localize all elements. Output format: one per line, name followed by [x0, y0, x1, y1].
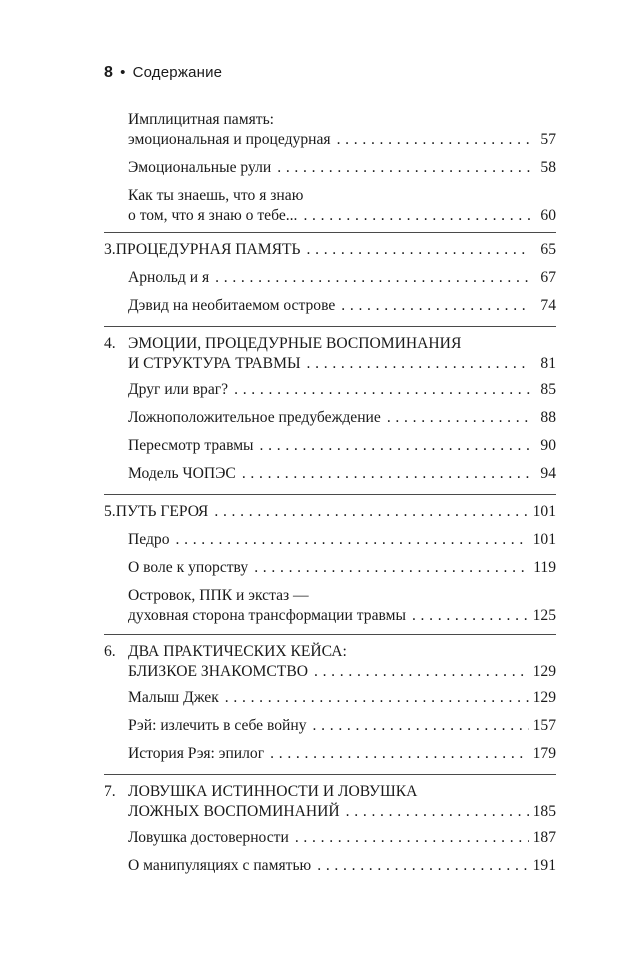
dot-leader: [346, 802, 529, 822]
toc-entry-ray-war: [128, 716, 556, 736]
toc-entry-model: [128, 464, 556, 484]
chapter-title-line1: ДВА ПРАКТИЧЕСКИХ КЕЙСА:: [128, 643, 347, 660]
toc-entry-page: 65: [540, 241, 556, 258]
toc-entry-page: 88: [540, 409, 556, 426]
toc-entry-reliability-trap: [128, 828, 556, 848]
toc-entry-david-island: [128, 296, 556, 316]
dot-leader: [215, 268, 530, 288]
toc-entry-islet-ecstasy: [128, 586, 556, 626]
toc-entry-page: 60: [540, 207, 556, 224]
toc-entry-title: Педро: [128, 531, 170, 548]
toc-entry-page: 94: [540, 465, 556, 482]
toc-chapter-5: [104, 502, 556, 522]
toc-entry-page: 125: [532, 607, 556, 624]
chapter-divider: [104, 326, 556, 327]
separator-dot: •: [120, 64, 126, 81]
toc-chapter-4: [104, 334, 556, 374]
page-number: 8: [104, 64, 114, 81]
toc-entry-title-line2: эмоциональная и процедурная: [128, 131, 331, 148]
toc-entry-page: 129: [532, 663, 556, 680]
dot-leader: [214, 502, 528, 522]
chapter-title-line1: ЭМОЦИИ, ПРОЦЕДУРНЫЕ ВОСПОМИНАНИЯ: [128, 335, 462, 352]
toc-entry-page: 119: [533, 559, 556, 576]
dot-leader: [176, 530, 529, 550]
toc-entry-title: Малыш Джек: [128, 689, 219, 706]
dot-leader: [314, 662, 529, 682]
toc-entry-ray-epilogue: [128, 744, 556, 764]
dot-leader: [412, 606, 529, 626]
toc-entry-title: Ложноположительное предубеждение: [128, 409, 381, 426]
running-head-title: Содержание: [132, 64, 223, 81]
toc-entry-title: Эмоциональные рули: [128, 159, 272, 176]
toc-chapter-3: [104, 240, 556, 260]
toc-entry-title: Модель ЧОПЭС: [128, 465, 236, 482]
dot-leader: [277, 158, 530, 178]
chapter-title-line2: ЛОЖНЫХ ВОСПОМИНАНИЙ: [128, 803, 340, 820]
dot-leader: [317, 856, 528, 876]
toc-entry-how-you-know: [128, 186, 556, 226]
dot-leader: [313, 716, 529, 736]
toc-entry-pedro: [128, 530, 556, 550]
toc-entry-title: Друг или враг?: [128, 381, 229, 398]
toc-entry-page: 157: [532, 717, 556, 734]
dot-leader: [303, 206, 530, 226]
toc-entry-emotional-steering: [128, 158, 556, 178]
dot-leader: [234, 380, 530, 400]
chapter-number: 3.: [104, 241, 116, 258]
chapter-title-line2: И СТРУКТУРА ТРАВМЫ: [128, 355, 301, 372]
toc-entry-title: История Рэя: эпилог: [128, 745, 265, 762]
toc-entry-trauma-review: [128, 436, 556, 456]
toc-entry-little-jack: [128, 688, 556, 708]
toc-entry-title-line2: духовная сторона трансформации травмы: [128, 607, 406, 624]
chapter-title-line2: БЛИЗКОЕ ЗНАКОМСТВО: [128, 663, 308, 680]
toc-entry-page: 191: [532, 857, 556, 874]
chapter-divider: [104, 232, 556, 233]
toc-entry-title-line1: Имплицитная память:: [128, 111, 275, 128]
dot-leader: [307, 354, 530, 374]
toc-entry-title: Арнольд и я: [128, 269, 210, 286]
toc-entry-title-line1: Как ты знаешь, что я знаю: [128, 187, 304, 204]
toc-entry-title: О воле к упорству: [128, 559, 249, 576]
toc-entry-page: 179: [532, 745, 556, 762]
toc-entry-arnold: [128, 268, 556, 288]
toc-entry-title: Ловушка достоверности: [128, 829, 289, 846]
toc-entry-title-line1: Островок, ППК и экстаз —: [128, 587, 309, 604]
chapter-number: 4.: [104, 335, 116, 352]
toc-entry-page: 81: [540, 355, 556, 372]
dot-leader: [341, 296, 530, 316]
toc-entry-page: 187: [532, 829, 556, 846]
dot-leader: [260, 436, 530, 456]
toc-entry-false-positive: [128, 408, 556, 428]
toc-entry-title: О манипуляциях с памятью: [128, 857, 312, 874]
toc-entry-page: 101: [532, 531, 556, 548]
toc-chapter-6: [104, 642, 556, 682]
dot-leader: [387, 408, 530, 428]
toc-chapter-7: [104, 782, 556, 822]
toc-entry-implicit-memory: [128, 110, 556, 150]
chapter-title: ПУТЬ ГЕРОЯ: [115, 503, 209, 520]
toc-entry-page: 67: [540, 269, 556, 286]
toc-entry-title: Пересмотр травмы: [128, 437, 254, 454]
dot-leader: [242, 464, 530, 484]
chapter-number: 6.: [104, 643, 116, 660]
toc-entry-page: 90: [540, 437, 556, 454]
toc-entry-page: 185: [532, 803, 556, 820]
chapter-title-line1: ЛОВУШКА ИСТИННОСТИ И ЛОВУШКА: [128, 783, 418, 800]
toc-entry-title-line2: о том, что я знаю о тебе...: [128, 207, 298, 224]
dot-leader: [295, 828, 529, 848]
toc-entry-persistence: [128, 558, 556, 578]
toc-entry-title: Рэй: излечить в себе войну: [128, 717, 307, 734]
chapter-divider: [104, 634, 556, 635]
chapter-divider: [104, 774, 556, 775]
toc-entry-page: 74: [540, 297, 556, 314]
dot-leader: [254, 558, 529, 578]
dot-leader: [270, 744, 528, 764]
toc-entry-memory-manipulation: [128, 856, 556, 876]
toc-entry-page: 101: [532, 503, 556, 520]
chapter-title: ПРОЦЕДУРНАЯ ПАМЯТЬ: [115, 241, 301, 258]
dot-leader: [337, 130, 530, 150]
chapter-number: 5.: [104, 503, 116, 520]
chapter-divider: [104, 494, 556, 495]
toc-entry-page: 85: [540, 381, 556, 398]
toc-entry-page: 57: [540, 131, 556, 148]
chapter-number: 7.: [104, 783, 116, 800]
dot-leader: [225, 688, 529, 708]
toc-entry-page: 129: [532, 689, 556, 706]
toc-entry-friend-or-foe: [128, 380, 556, 400]
dot-leader: [307, 240, 530, 260]
toc-entry-title: Дэвид на необитаемом острове: [128, 297, 336, 314]
toc-entry-page: 58: [540, 159, 556, 176]
